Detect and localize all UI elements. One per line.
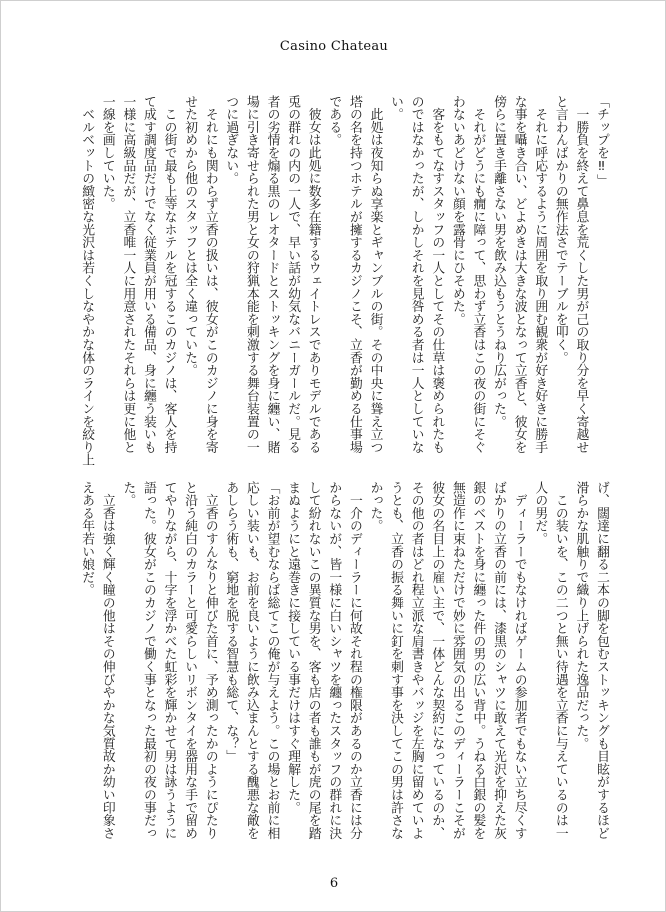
text-column: 「お前が望むならば総てこの俺が与えよう。この場とお前に相 <box>264 481 280 840</box>
text-column: 立香のすんなりと伸びた首に、予め測ったかのようにぴたり <box>202 481 218 840</box>
text-column: 塔の名を持つホテルが擁するカジノこそ、立香が勤める仕事場 <box>346 95 362 454</box>
text-column: て成す調度品だけでなく従業員が用いる備品、身に纏う装いも <box>140 95 156 454</box>
text-column: 滑らかな肌触りで織り上げられた逸品だった。 <box>573 481 589 750</box>
text-column: ベルベットの緻密な光沢は若くしなやかな体のラインを絞り上 <box>79 95 95 467</box>
text-column: 彼女は此処に数多在籍するウェイトレスでありモデルである <box>305 95 321 454</box>
text-column: まぬようにと遠巻きに接している事だけはすぐ理解した。 <box>285 481 301 814</box>
text-column: 傍らに置き手離さない男を飲み込もうとうねり広がった。 <box>491 95 507 428</box>
text-column: 「チップを‼」 <box>594 95 609 187</box>
text-column: 無造作に束ねただけで妙に雰囲気の出るこのディーラーこそが <box>449 481 465 840</box>
text-column: 一介のディーラーに何故それ程の権限があるのか立香には分 <box>346 481 362 840</box>
text-column: 立香は強く輝く瞳の他はその伸びやかな気質故か幼い印象さ <box>99 481 115 840</box>
text-column: 一様に高級品だが、立香唯一人に用意されたそれらは更に他と <box>120 95 136 454</box>
text-column: 人の男だ。 <box>532 481 548 545</box>
text-column: それにも関わらず立香の扱いは、彼女がこのカジノに身を寄 <box>202 95 218 454</box>
text-column: ばかりの立香の前には、漆黒のシャツに敢えて光沢を抑えた灰 <box>491 481 507 840</box>
text-column: 兎の群れの内の一人で、早い話が幼気なバニーガールだ。見る <box>285 95 301 454</box>
text-column: それに呼応するように周囲を取り囲む観衆が好き好きに勝手 <box>532 95 548 454</box>
text-column: 者の劣情を煽る黒のレオタードとストッキングを身に纏い、賭 <box>264 95 280 454</box>
text-column: うとも、立香の振る舞いに釘を刺す事を決してこの男は許さな <box>388 481 404 840</box>
text-block-lower <box>75 481 611 849</box>
text-column: げ、闊達に翻る二本の脚を包むストッキングも目眩がするほど <box>594 481 609 840</box>
text-column: この装いを、この二つと無い待遇を立香に与えているのは一 <box>552 481 568 840</box>
text-column: な事を囁き合い、どよめきは大きな波となって立香と、彼女を <box>511 95 527 454</box>
text-column: のではなかったが、しかしそれを見咎める者は一人としていな <box>408 95 424 454</box>
text-column: 銀のベストを身に纏った件の男の広い背中。うねる白銀の髪を <box>470 481 486 840</box>
text-column: 彼女の名目上の雇い主で、一体どんな契約になっているのか、 <box>429 481 445 840</box>
text-column: である。 <box>326 95 342 147</box>
page-title: Casino Chateau <box>279 39 389 54</box>
text-column: ディーラーでもなければゲームの参加者でもない立ち尽くす <box>511 481 527 840</box>
text-column: つに過ぎない。 <box>223 95 239 185</box>
text-column: い。 <box>388 95 404 121</box>
text-column: あしらう術も、窮地を脱する智慧も総て、な？」 <box>223 481 239 763</box>
text-column: てやりながら、十字を浮かべた虹彩を輝かせて男は詠うように <box>161 481 177 840</box>
text-column: して紛れないこの異質な男を、客も店の者も誰もが虎の尾を踏 <box>305 481 321 840</box>
text-column: かった。 <box>367 481 383 533</box>
text-column: た。 <box>120 481 136 507</box>
text-column: えある年若い娘だ。 <box>79 481 95 597</box>
text-column: と沿う純白のカラーと可愛らしいリボンタイを器用な手で留め <box>182 481 198 840</box>
text-column: その他の者はどれ程立派な肩書きやバッジを左胸に留めていよ <box>408 481 424 840</box>
text-column: 一勝負を終えて鼻息を荒くした男が己の取り分を早く寄越せ <box>573 95 589 454</box>
text-column: 応しい装いも、お前を良いように飲み込まんとする醜悪な敵を <box>243 481 259 840</box>
text-column: 語った。彼女がこのカジノで働く事となった最初の夜の事だっ <box>140 481 156 840</box>
text-column: それがどうにも癇に障って、思わず立香はこの夜の街にそぐ <box>470 95 486 454</box>
text-column: この街で最も上等なホテルを冠するこのカジノは、客人を持 <box>161 95 177 454</box>
text-column: 客をもてなすスタッフの一人としてその仕草は褒められたも <box>429 95 445 454</box>
text-column: わないあどけない顔を露骨にひそめた。 <box>449 95 465 326</box>
text-column: からないが、皆一様に白いシャツを纏ったスタッフの群れに決 <box>326 481 342 840</box>
text-column: せた初めから他のスタッフとは全く違っていた。 <box>182 95 198 377</box>
page-number: 6 <box>329 876 339 891</box>
text-column: 一線を画していた。 <box>99 95 115 211</box>
text-column: と言わんばかりの無作法さでテーブルを叩く。 <box>552 95 568 364</box>
text-column: 場に引き寄せられた男と女の狩猟本能を刺激する舞台装置の一 <box>243 95 259 454</box>
text-column: 此処は夜知らぬ享楽とギャンブルの街。その中央に聳え立つ <box>367 95 383 454</box>
text-block-upper <box>75 95 611 467</box>
